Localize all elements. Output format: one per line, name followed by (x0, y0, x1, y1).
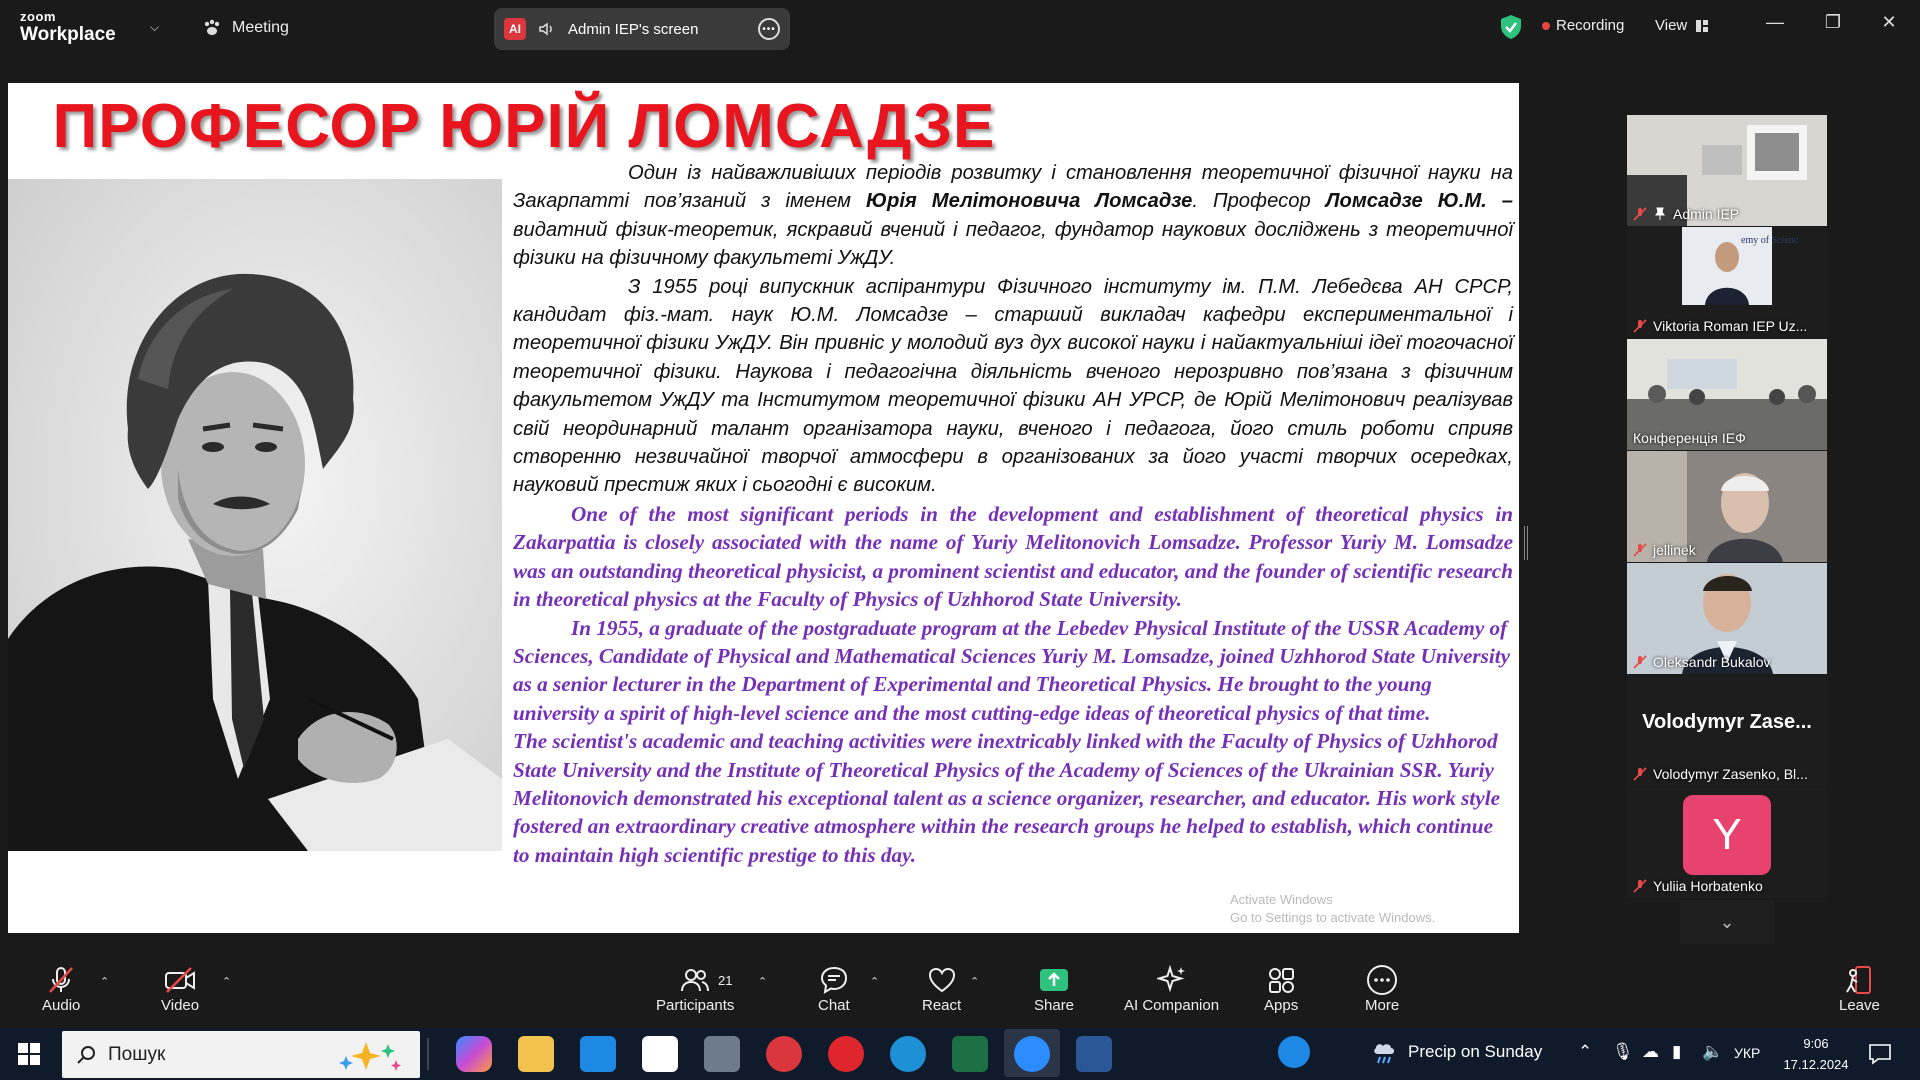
windows-start-icon[interactable] (18, 1043, 40, 1065)
more-button[interactable] (1365, 963, 1399, 1023)
copilot-app-icon[interactable] (456, 1036, 492, 1072)
participant-label (1633, 766, 1808, 782)
participants-label: Participants (656, 997, 735, 1014)
participant-name: Конференція ІЕФ (1633, 430, 1746, 446)
audio-label: Audio (42, 997, 81, 1014)
word-app-icon[interactable] (1076, 1036, 1112, 1072)
close-icon[interactable]: ✕ (1881, 12, 1897, 32)
opera-browser-icon[interactable] (828, 1036, 864, 1072)
participants-count: 21 (718, 973, 733, 988)
participants-icon (680, 965, 710, 995)
leave-door-icon (1844, 964, 1874, 996)
mic-muted-icon (1633, 655, 1647, 669)
participant-label (1633, 878, 1763, 894)
volume-tray-icon[interactable]: 🔈 (1702, 1042, 1724, 1061)
participant-name: Yuliia Horbatenko (1653, 878, 1763, 894)
avatar: Y (1683, 795, 1771, 875)
participant-tile[interactable] (1627, 115, 1827, 226)
shared-screen-slide (8, 83, 1519, 933)
search-highlight-sparkle-icon (336, 1038, 406, 1072)
react-label: React (922, 997, 962, 1014)
chat-options-chevron-icon[interactable]: ⌃ (870, 976, 880, 988)
taskbar-search-box[interactable] (62, 1031, 420, 1078)
participant-label (1633, 430, 1746, 446)
view-button[interactable] (1655, 17, 1709, 34)
clock-time: 9:06 (1803, 1036, 1829, 1051)
minimize-icon[interactable]: — (1766, 12, 1784, 32)
chat-label: Chat (818, 997, 850, 1014)
share-label: Admin IEP's screen (568, 20, 699, 38)
chevron-down-icon[interactable]: ⌵ (150, 20, 160, 34)
english-paragraph-2: In 1955, a graduate of the postgraduate program at the Lebedev Physical Institute of the USSR Academy of Sciences, Candidate of Physical and Mathematical Sciences Yuriy M. Lomsadze, joined Uzhhorod State University as a senior lecturer in the Department of Experimental and Theoretical Physics. He brought to the young university a spirit of high-level science and the most cutting-edge ideas of theoretical physics of that time. (513, 615, 1511, 725)
mic-muted-icon (1633, 319, 1647, 333)
mic-muted-icon (1633, 879, 1647, 893)
battery-tray-icon[interactable]: ▮ (1672, 1042, 1682, 1061)
participant-tile[interactable] (1627, 339, 1827, 450)
ua-p1-text-c: . Професор (1192, 190, 1326, 213)
react-options-chevron-icon[interactable]: ⌃ (970, 976, 980, 988)
grid-view-icon (1695, 19, 1709, 33)
english-paragraph-1: One of the most significant periods in the development and establishment of theoretical physics in Zakarpattia is closely associated with the name of Yuriy Melitonovich Lomsadze. Professor Yuriy M. Lomsadze was an outstanding theoretical physicist, a prominent scientist and educator, and the founder of scientific research in theoretical physics at the Faculty of Physics of Uzhhorod State University. (513, 501, 1513, 612)
audio-button[interactable] (42, 963, 80, 1023)
apps-button[interactable] (1264, 963, 1298, 1023)
participant-tile[interactable] (1627, 675, 1827, 786)
calculator-app-icon[interactable] (704, 1036, 740, 1072)
share-screen-icon (1038, 965, 1070, 995)
portrait-illustration (8, 179, 502, 851)
speaker-icon (538, 20, 556, 38)
taskbar-clock[interactable] (1776, 1033, 1856, 1075)
gallery-scroll-down-icon[interactable]: ⌄ (1680, 900, 1774, 944)
network-tray-icon[interactable]: ☁ (1642, 1042, 1659, 1061)
participant-label (1633, 318, 1807, 334)
ukrainian-paragraph-1 (513, 159, 1513, 273)
mail-app-icon[interactable] (580, 1036, 616, 1072)
apps-icon (1266, 965, 1296, 995)
logo-zoom-text: zoom (20, 9, 56, 24)
participant-display-name: Volodymyr Zase... (1642, 711, 1812, 733)
mic-muted-icon (1633, 207, 1647, 221)
video-off-icon (164, 965, 196, 995)
meeting-controls-toolbar (0, 955, 1920, 1028)
help-icon[interactable] (1278, 1036, 1310, 1068)
view-label: View (1655, 17, 1688, 34)
clock-date: 17.12.2024 (1783, 1057, 1849, 1072)
ai-badge: AI (504, 18, 526, 40)
participant-label (1633, 654, 1771, 670)
participants-options-chevron-icon[interactable]: ⌃ (758, 976, 768, 988)
meeting-top-bar (0, 0, 1920, 56)
participant-name: Viktoria Roman IEP Uz... (1653, 318, 1808, 334)
participants-button[interactable] (656, 963, 734, 1023)
windows-taskbar (0, 1028, 1920, 1080)
ukrainian-paragraph-2: З 1955 році випускник аспірантури Фізичного інституту ім. П.М. Лебедєва АН СРСР, кандидат фіз.-мат. наук Ю.М. Ломсадзе – старший викладач кафедри експериментальної і теоретичної фізики УжДУ. Він привніс у молодий вуз дух високої науки і найактуальніші ідеї тогочасної теоретичної фізики. Наукова і педагогічна діяльність вченого нерозривно пов’язана з фізичним факультетом УжДУ та Інститутом теоретичної фізики АН УРСР, де Юрій Мелітонович реалізував свій неординарний талант організатора науки, вченого і педагога, його стиль роботи сприяв створенню незвичайної творчої атмосфери в організованих за його участі творчих осередках, науковий престиж яких і сьогодні є високим. (513, 275, 1513, 497)
leave-label: Leave (1839, 997, 1880, 1014)
english-paragraph-3: The scientist's academic and teaching activities were inextricably linked with the Faculty of Physics of Uzhhorod State University and the Institute of Theoretical Physics of the Academy of Sciences of the Ukrainian SSR. Yuriy Melitonovich demonstrated his exceptional talent as a science organizer, researcher, and educator. His work style fostered an extraordinary creative atmosphere within the research groups he helped to establish, which continue to maintain high scientific prestige to this day. (513, 729, 1500, 867)
screen-share-indicator[interactable] (494, 8, 790, 50)
participant-tile[interactable] (1627, 451, 1827, 562)
restore-icon[interactable]: ❐ (1824, 12, 1842, 32)
meeting-menu-button[interactable] (202, 14, 289, 42)
participant-name: Volodymyr Zasenko, Bl... (1653, 766, 1808, 782)
excel-app-icon[interactable] (952, 1036, 988, 1072)
sparkle-icon (1157, 965, 1187, 995)
microphone-tray-icon[interactable]: 🎙 (1612, 1042, 1634, 1061)
language-indicator[interactable]: УКР (1734, 1045, 1761, 1061)
video-label: Video (161, 997, 200, 1014)
weather-text[interactable]: Precip on Sunday (1408, 1042, 1543, 1061)
panel-resize-handle[interactable] (1524, 526, 1528, 560)
recording-indicator[interactable] (1542, 17, 1624, 34)
participant-tile[interactable] (1627, 787, 1827, 898)
record-dot-icon (1542, 22, 1550, 30)
store-app-icon[interactable] (642, 1036, 678, 1072)
mic-muted-icon (46, 965, 76, 995)
participant-label (1633, 206, 1739, 222)
ua-p1-name-bold: Юрія Мелітоновича Ломсадзе (865, 190, 1193, 213)
meeting-label: Meeting (232, 19, 289, 36)
search-placeholder: Пошук (108, 1043, 166, 1065)
activate-windows-watermark (1230, 891, 1435, 927)
heart-icon (927, 965, 957, 995)
file-explorer-icon[interactable] (518, 1036, 554, 1072)
edge-browser-icon[interactable] (890, 1036, 926, 1072)
ai-companion-button[interactable] (1124, 963, 1219, 1023)
recording-label: Recording (1556, 17, 1625, 34)
ua-p1-text-a: Один із найважливіших періодів розвитку і становлення теоретичної фізичної науки на Закарпатті пов’язаний з іменем (513, 162, 1513, 213)
show-hidden-icons-chevron-icon[interactable]: ⌃ (1578, 1042, 1593, 1061)
react-button[interactable] (922, 963, 961, 1023)
taskbar-divider (427, 1038, 429, 1070)
participant-name: Oleksandr Bukalov (1653, 654, 1771, 670)
apps-label: Apps (1264, 997, 1299, 1014)
slide-body-text (513, 159, 1513, 869)
weather-icon[interactable] (1370, 1038, 1400, 1068)
ua-p1-text-e: видатний фізик-теоретик, яскравий вчений і педагог, фундатор наукових досліджень з теоретичної фізики на фізичному факультеті УжДУ. (513, 218, 1513, 270)
pin-icon (1653, 207, 1667, 221)
notifications-icon[interactable] (1868, 1042, 1892, 1066)
slide-title: ПРОФЕСОР ЮРІЙ ЛОМСАДЗЕ (52, 92, 996, 161)
mic-muted-icon (1633, 767, 1647, 781)
ua-p1-name-bold-2: Ломсадзе Ю.М. – (1325, 190, 1513, 213)
video-options-chevron-icon[interactable]: ⌃ (222, 976, 232, 988)
video-button[interactable] (161, 963, 199, 1023)
participant-label (1633, 542, 1696, 558)
participant-name: jellinek (1653, 542, 1696, 558)
participant-name: Admin IEP (1673, 206, 1740, 222)
participant-tile[interactable] (1627, 227, 1827, 338)
share-label: Share (1034, 997, 1075, 1014)
chat-button[interactable] (818, 963, 850, 1023)
encryption-shield-icon[interactable] (1500, 14, 1522, 40)
more-icon (1366, 964, 1398, 996)
media-app-icon[interactable] (766, 1036, 802, 1072)
zoom-workplace-logo[interactable] (20, 10, 116, 44)
share-button[interactable] (1034, 963, 1074, 1023)
chat-icon (819, 965, 849, 995)
participant-gallery (1627, 115, 1827, 899)
more-options-icon[interactable]: ••• (758, 18, 780, 40)
portrait-photo (8, 179, 502, 851)
search-icon (76, 1045, 96, 1065)
paw-icon (202, 18, 222, 38)
mic-muted-icon (1633, 543, 1647, 557)
leave-button[interactable] (1839, 963, 1880, 1023)
participant-tile[interactable] (1627, 563, 1827, 674)
audio-options-chevron-icon[interactable]: ⌃ (100, 976, 110, 988)
watermark-subtitle: Go to Settings to activate Windows. (1230, 910, 1436, 925)
svg-text:emy of Scienc: emy of Scienc (1741, 235, 1799, 246)
ai-companion-label: AI Companion (1124, 997, 1220, 1014)
more-label: More (1365, 997, 1400, 1014)
logo-workplace-text: Workplace (20, 24, 116, 45)
watermark-title: Activate Windows (1230, 892, 1333, 907)
zoom-app-icon[interactable] (1014, 1036, 1050, 1072)
